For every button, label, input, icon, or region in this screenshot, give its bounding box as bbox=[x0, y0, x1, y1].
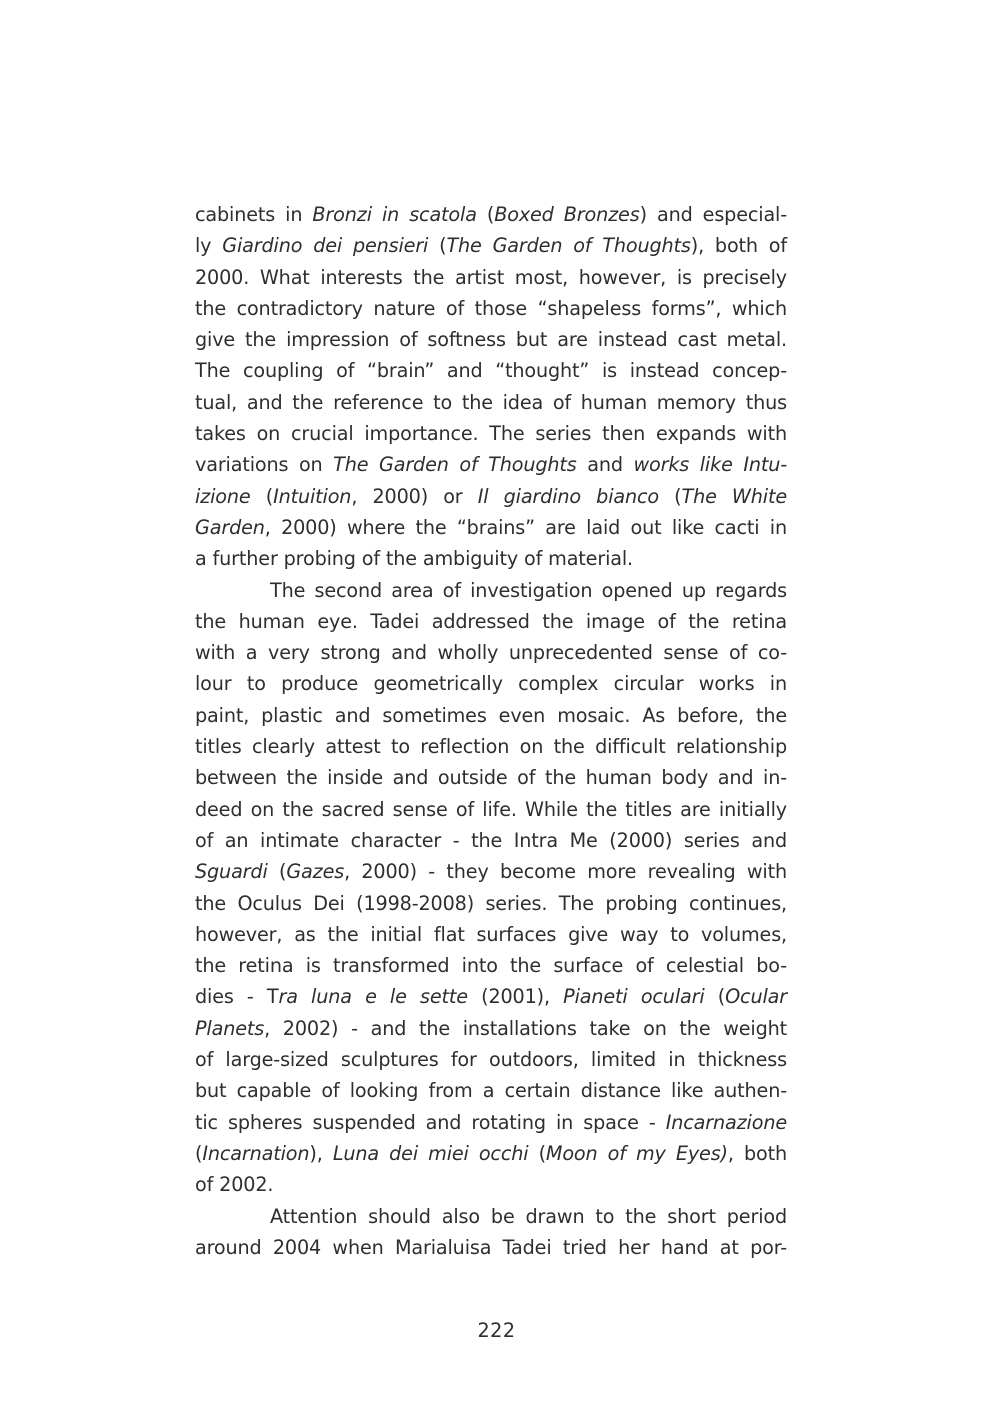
body-text bbox=[195, 199, 787, 1263]
body-text-run: titles clearly attest to reflection on the difficult relationship bbox=[195, 735, 787, 759]
text-line bbox=[195, 1232, 787, 1263]
body-text-run: ( bbox=[704, 985, 726, 1009]
italic-title-text: Sguardi bbox=[195, 860, 268, 884]
italic-title-text: Incarnation bbox=[202, 1141, 310, 1165]
body-text-run: however, as the initial flat surfaces give way to volumes, bbox=[195, 922, 787, 946]
italic-title-text: Luna dei miei occhi bbox=[332, 1141, 529, 1165]
text-line bbox=[195, 919, 787, 950]
text-line bbox=[195, 512, 787, 543]
italic-title-text: The Garden of Thoughts bbox=[333, 453, 577, 477]
text-line bbox=[195, 293, 787, 324]
text-line bbox=[195, 856, 787, 887]
italic-title-text: Giardino dei pensieri bbox=[222, 234, 429, 258]
italic-title-text: Pianeti oculari bbox=[563, 985, 705, 1009]
italic-title-text: The White bbox=[681, 484, 787, 508]
body-text-run: The second area of investigation opened up regards bbox=[270, 578, 787, 602]
italic-title-text: Boxed Bronzes bbox=[494, 203, 640, 226]
body-text-run: , 2002) - and the installations take on the weight bbox=[264, 1016, 787, 1040]
page-number: 222 bbox=[477, 1319, 516, 1342]
text-line bbox=[195, 762, 787, 793]
italic-title-text: Moon of my Eyes) bbox=[545, 1141, 728, 1165]
text-line bbox=[195, 387, 787, 418]
body-text-run: between the inside and outside of the human body and in- bbox=[195, 766, 787, 790]
italic-title-text: Il giardino bianco bbox=[477, 484, 659, 508]
body-text-run: , 2000) - they become more revealing with bbox=[344, 860, 787, 884]
text-line bbox=[195, 418, 787, 449]
body-text-run: ly bbox=[195, 234, 223, 258]
body-text-run: give the impression of softness but are instead cast metal. bbox=[195, 328, 787, 352]
text-line bbox=[195, 262, 787, 293]
body-text-run: ), both of bbox=[690, 234, 787, 258]
text-line bbox=[195, 449, 787, 480]
body-text-run: around 2004 when Marialuisa Tadei tried her hand at por- bbox=[195, 1235, 787, 1259]
text-line bbox=[195, 950, 787, 981]
body-text-run: a further probing of the ambiguity of material. bbox=[195, 547, 633, 571]
body-text-run: Attention should also be drawn to the short period bbox=[270, 1204, 787, 1228]
body-text-run: tic spheres suspended and rotating in space - bbox=[195, 1110, 666, 1134]
body-text-run: The coupling of “brain” and “thought” is instead concep- bbox=[195, 359, 787, 383]
body-text-run: ) and especial- bbox=[639, 203, 788, 226]
body-text-run: ( bbox=[658, 484, 682, 508]
body-text-run: the Oculus Dei (1998-2008) series. The probing continues, bbox=[195, 891, 787, 915]
text-line bbox=[195, 1138, 787, 1169]
body-text-run: of an intimate character - the Intra Me (2000) series and bbox=[195, 828, 787, 852]
text-line bbox=[195, 1044, 787, 1075]
body-text-run: dies - T bbox=[195, 985, 279, 1009]
body-text-run: tual, and the reference to the idea of human memory thus bbox=[195, 390, 787, 414]
body-text-run: , 2000) or bbox=[351, 484, 478, 508]
body-text-run: ( bbox=[267, 860, 287, 884]
body-text-run: of 2002. bbox=[195, 1173, 274, 1197]
text-line bbox=[195, 637, 787, 668]
text-line bbox=[195, 1201, 787, 1232]
text-line bbox=[195, 1075, 787, 1106]
italic-title-text: works like Intu- bbox=[633, 453, 788, 477]
text-line bbox=[195, 575, 787, 606]
italic-title-text: Bronzi in scatola bbox=[312, 203, 477, 226]
text-line bbox=[195, 981, 787, 1012]
text-line bbox=[195, 1013, 787, 1044]
text-line bbox=[195, 199, 787, 230]
text-line bbox=[195, 888, 787, 919]
italic-title-text: Incarnazione bbox=[665, 1110, 787, 1134]
body-text-run: the human eye. Tadei addressed the image of the retina bbox=[195, 609, 787, 633]
body-text-run: ( bbox=[476, 203, 495, 226]
body-text-run: takes on crucial importance. The series then expands with bbox=[195, 422, 787, 446]
body-text-run: ( bbox=[528, 1141, 546, 1165]
italic-title-text: The Garden of Thoughts bbox=[446, 234, 691, 258]
italic-title-text: Gazes bbox=[286, 860, 345, 884]
italic-title-text: Planets bbox=[195, 1016, 265, 1040]
italic-title-text: ra luna e le sette bbox=[278, 985, 468, 1009]
text-line bbox=[195, 825, 787, 856]
body-text-run: ), bbox=[309, 1141, 333, 1165]
italic-title-text: Garden bbox=[195, 515, 265, 539]
text-line bbox=[195, 700, 787, 731]
italic-title-text: Ocular bbox=[725, 985, 787, 1009]
body-text-run: deed on the sacred sense of life. While the titles are initially bbox=[195, 797, 787, 821]
body-text-run: (2001), bbox=[467, 985, 564, 1009]
body-text-run: , both bbox=[727, 1141, 788, 1165]
body-text-run: and bbox=[576, 453, 634, 477]
text-line bbox=[195, 230, 787, 261]
text-line bbox=[195, 324, 787, 355]
body-text-run: cabinets in bbox=[195, 203, 313, 226]
body-text-run: the contradictory nature of those “shapeless forms”, which bbox=[195, 296, 787, 320]
body-text-run: the retina is transformed into the surface of celestial bo- bbox=[195, 954, 787, 978]
body-text-run: of large-sized sculptures for outdoors, limited in thickness bbox=[195, 1048, 787, 1072]
body-text-run: with a very strong and wholly unprecedented sense of co- bbox=[195, 641, 787, 665]
body-text-run: , 2000) where the “brains” are laid out like cacti in bbox=[264, 515, 787, 539]
text-line bbox=[195, 543, 787, 574]
text-line bbox=[195, 1107, 787, 1138]
body-text-run: but capable of looking from a certain distance like authen- bbox=[195, 1079, 787, 1103]
text-line bbox=[195, 668, 787, 699]
body-text-run: variations on bbox=[195, 453, 334, 477]
italic-title-text: Intuition bbox=[273, 484, 352, 508]
body-text-run: 2000. What interests the artist most, however, is precisely bbox=[195, 265, 787, 289]
body-text-run: ( bbox=[195, 1141, 203, 1165]
text-line bbox=[195, 606, 787, 637]
text-line bbox=[195, 481, 787, 512]
italic-title-text: izione bbox=[195, 484, 251, 508]
body-text-run: paint, plastic and sometimes even mosaic. As before, the bbox=[195, 703, 787, 727]
body-text-run: lour to produce geometrically complex circular works in bbox=[195, 672, 787, 696]
text-line bbox=[195, 731, 787, 762]
text-line bbox=[195, 794, 787, 825]
text-line bbox=[195, 1169, 787, 1200]
body-text-run: ( bbox=[250, 484, 274, 508]
text-line bbox=[195, 355, 787, 386]
body-text-run: ( bbox=[428, 234, 447, 258]
